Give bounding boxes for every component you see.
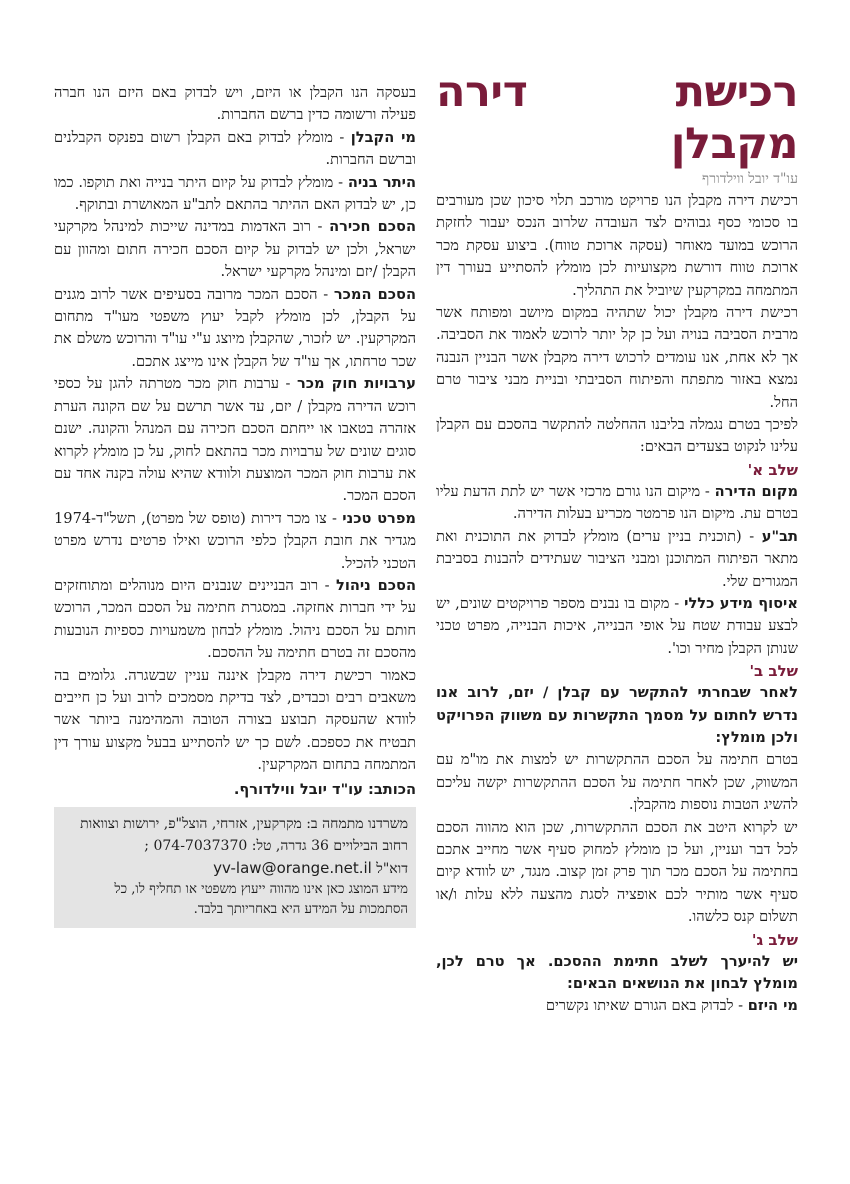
stage-a-item-term: מקום הדירה	[714, 482, 798, 500]
check-item-term: היתר בניה	[347, 173, 416, 191]
article-title: רכישת דירה מקבלן	[436, 67, 798, 169]
stage-a-item	[436, 593, 798, 660]
stage-a-item-text: - מיקום הנו גורם מרכזי אשר יש לתת הדעת עליו בטרם עת. מיקום הנו פרמטר מכריע בעלות הדירה.	[436, 482, 798, 523]
stage-a-heading: שלב א'	[747, 460, 798, 479]
check-item	[54, 373, 416, 507]
stage-b-lead: לאחר שבחרתי להתקשר עם קבלן / יזם, לרוב אנו נדרש לחתום על מסמך התקשרות עם משווק הפרויקט ולכן מומלץ:	[436, 684, 798, 746]
office-address: רחוב הבילויים 36 גדרה, טל: 074-7037370 ;	[144, 838, 408, 854]
check-item	[54, 284, 416, 374]
article-byline: הכותב: עו"ד יובל ווילדורף.	[233, 780, 416, 798]
stage-a-item-term: תב"ע	[761, 527, 798, 545]
stage-c-item-term: מי היזם	[747, 997, 798, 1015]
check-item-term: הסכם ניהול	[335, 576, 417, 594]
intro-paragraph-3: לפיכך בטרם נגמלה בליבנו ההחלטה להתקשר בהסכם עם הקבלן עלינו לנקוט בצעדים הבאים:	[436, 416, 798, 456]
continuation-paragraph: בעסקה הנו הקבלן או היזם, ויש לבדוק באם היזם הנו חברה פעילה ורשומה כדין ברשם החברות.	[54, 84, 416, 124]
office-email-line	[62, 857, 408, 880]
check-item-text: - מומלץ לבדוק באם הקבלן רשום בפנקס הקבלנים וברשם החברות.	[54, 128, 416, 169]
stage-a-item-text: - (תוכנית בניין ערים) מומלץ לבדוק את התוכנית ואת מתאר הפיתוח המתוכנן ומבני הציבור שעתידים להבנות בסביבת המגורים שלי.	[436, 527, 798, 590]
article-left-column	[54, 82, 416, 928]
office-info-box	[54, 807, 416, 928]
check-item	[54, 216, 416, 283]
check-item-term: מפרט טכני	[342, 509, 416, 527]
check-item-text: - הסכם המכר מרובה בסעיפים אשר לרוב מגנים על הקבלן, לכן מומלץ לקבל יעוץ משפטי מעו"ד מתחום המקרקעין. יש לזכור, שהקבלן מיוצג ע"י עו"ד והרוכש משלם את שכר טרחתו, אך עו"ד של הקבלן אינו מייצג אתכם.	[54, 285, 416, 370]
intro-paragraph-1: רכישת דירה מקבלן הנו פרויקט מורכב תלוי סיכון שכן מעורבים בו סכומי כסף גבוהים לצד העובדה שלרוב הנכס יעבור לחזקת הרוכש במועד מאוחר (עסקה ארוכת טווח). ביצוע עסקת מכר ארוכת טווח דורשת מקצועיות לכן מומלץ להסתייע בעורך דין המתמחה במקרקעין שיוביל את התהליך.	[436, 192, 798, 299]
email-prefix: דוא"ל	[371, 861, 408, 877]
article-author: עו"ד יובל ווילדורף	[702, 171, 798, 187]
stage-a-item	[436, 481, 798, 526]
check-item	[54, 127, 416, 172]
check-item-text: - מומלץ לבדוק על קיום היתר בנייה ואת תוקפו. כמו כן, יש לבדוק האם ההיתר בהתאם לתב"ע המאושרת ובתוקף.	[54, 173, 416, 214]
stage-a-item-term: איסוף מידע כללי	[684, 594, 798, 612]
article-right-column	[436, 66, 798, 1018]
stage-a-item-text: - מקום בו נבנים מספר פרויקטים שונים, יש לבצע עבודת שטח על אופי הבנייה, איכות הבנייה, מפרט טכני שנותן הקבלן מחיר וכו'.	[436, 594, 798, 657]
stage-b-paragraph-1: בטרם חתימה על הסכם ההתקשרות יש למצות את מו"מ עם המשווק, שכן לאחר חתימה על הסכם ההתקשרות יקשה עליכם להשיג הטבות נוספות מהקבלן.	[436, 751, 798, 814]
check-item	[54, 508, 416, 575]
stage-b-heading: שלב ב'	[749, 662, 798, 681]
stage-a-item	[436, 526, 798, 593]
check-item-term: הסכם חכירה	[329, 218, 416, 236]
office-specialties: משרדנו מתמחה ב: מקרקעין, אזרחי, הוצל"פ, ירושות וצוואות	[80, 816, 408, 832]
check-item-term: הסכם המכר	[333, 285, 416, 303]
check-item-text: - רוב הבניינים שנבנים היום מנוהלים ומתוחזקים על ידי חברות אחזקה. במסגרת חתימה על הסכם המכר, הרוכש חותם על הסכם ניהול. מומלץ לבחון משמעויות כספיות הנובעות מהסכם זה בטרם חתימה על ההסכם.	[54, 576, 416, 662]
check-item-term: מי הקבלן	[350, 128, 416, 146]
stage-c-item-text: - לבדוק באם הגורם שאיתו נקשרים	[545, 997, 748, 1015]
legal-disclaimer: מידע המוצג כאן אינו מהווה ייעוץ משפטי או תחליף לו, כל הסתמכות על המידע היא באחריותך בלבד.	[114, 882, 408, 917]
check-item-text: - צו מכר דירות (טופס של מפרט), תשל"ד-1974 מגדיר את חובת הקבלן כלפי הרוכש ואילו פרטים נדרש מפרט הטכני להכיל.	[54, 509, 416, 572]
check-item	[54, 575, 416, 665]
closing-paragraph: כאמור רכישת דירה מקבלן איננה עניין שבשגרה. גלומים בה משאבים רבים וכבדים, לצד בדיקת מסמכים לרוב ועל כן חייבים לוודא שהעסקה תבוצע בצורה הטובה והמהימנה ביותר אשר תבטיח את כספכם. לשם כך יש להסתייע בבעל מקצוע עורך דין המתמחה בתחום המקרקעין.	[54, 666, 416, 774]
email-link[interactable]: yv-law@orange.net.il	[213, 859, 372, 877]
stage-c-heading: שלב ג'	[751, 930, 798, 949]
intro-paragraph-2: רכישת דירה מקבלן יכול שתהיה במקום מיושב ומפותח אשר מרבית הסביבה בנויה ועל כן קל יותר לרוכש לאמוד את הסביבה. אך לא אחת, אנו עומדים לרכוש דירה מקבלן אשר הבניין הנבנה נמצא באזור מתפתח והפיתוח הסביבתי ובניית מבני ציבור טרם החל.	[436, 304, 798, 411]
check-item-term: ערבויות חוק מכר	[297, 375, 417, 393]
check-item-text: - ערבות חוק מכר מטרתה להגן על כספי רוכש הדירה מקבלן / יזם, עד אשר תרשם על שם הקונה הערת אזהרה בטאבו או ייחתם הסכם חכירה עם המנהל והקונה. ישנם סוגים שונים של ערבויות מכר בהתאם לחוק, על כן מומלץ לקרוא את ערבות חוק המכר המוצעת ולוודא שהיא עולה בקנה אחד עם הסכם המכר.	[54, 375, 416, 505]
check-item-text: - רוב האדמות במדינה שייכות למינהל מקרקעי ישראל, ולכן יש לבדוק על קיום הסכם חכירה חתום ומהוון עם הקבלן /יזם ומינהל מקרקעי ישראל.	[54, 218, 416, 281]
stage-c-lead: יש להיערך לשלב חתימת ההסכם. אך טרם לכן, מומלץ לבחון את הנושאים הבאים:	[436, 952, 798, 992]
stage-c-item	[436, 995, 798, 1017]
check-item	[54, 172, 416, 217]
stage-b-paragraph-2: יש לקרוא היטב את הסכם ההתקשרות, שכן הוא מהווה הסכם לכל דבר ועניין, ועל כן מומלץ למחוק סעיף אשר מחייב אתכם בחתימה על הסכם מכר תוך פרק זמן קצוב. מנגד, יש לוודא קיום סעיף אשר מותיר לכם אופציה לסגת מהצעה ללא עלות ו/או תשלום קנס כלשהו.	[436, 818, 798, 926]
